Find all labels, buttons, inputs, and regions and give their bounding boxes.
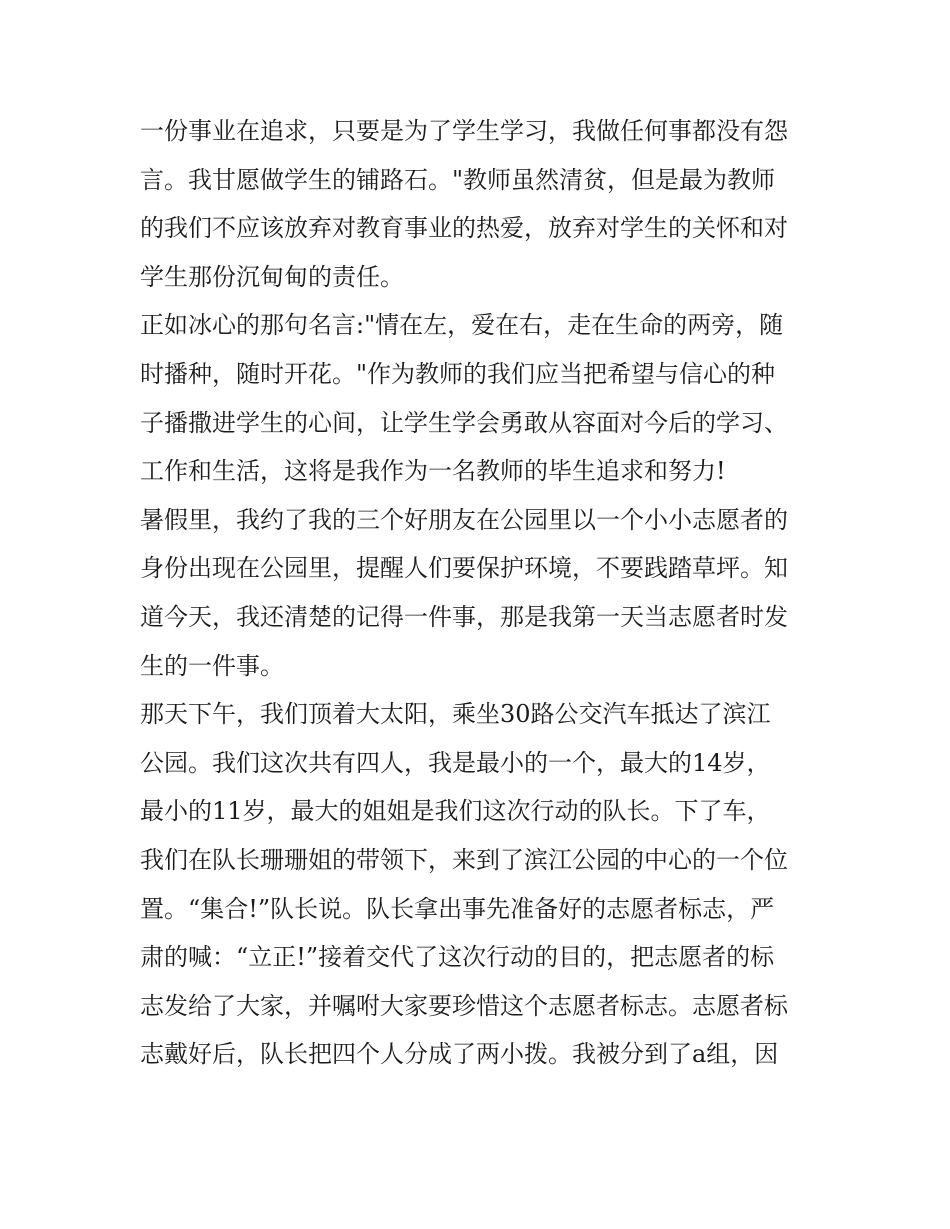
text-line: 子播撒进学生的心间，让学生学会勇敢从容面对今后的学习、 <box>140 408 788 437</box>
text-line: 言。我甘愿做学生的铺路石。"教师虽然清贫，但是最为教师 <box>140 165 776 194</box>
text-line: 时播种，随时开花。"作为教师的我们应当把希望与信心的种 <box>140 359 776 388</box>
text-line: 道今天，我还清楚的记得一件事，那是我第一天当志愿者时发 <box>140 602 788 631</box>
text-line: 身份出现在公园里，提醒人们要保护环境，不要践踏草坪。知 <box>140 554 788 583</box>
text-line: 那天下午，我们顶着大太阳，乘坐30路公交汽车抵达了滨江 <box>140 700 771 729</box>
text-line: 正如冰心的那句名言:"情在左，爱在右，走在生命的两旁，随 <box>140 311 784 340</box>
text-line: 志发给了大家，并嘱咐大家要珍惜这个志愿者标志。志愿者标 <box>140 991 788 1020</box>
text-line: 我们在队长珊珊姐的带领下，来到了滨江公园的中心的一个位 <box>140 845 788 874</box>
text-line: 肃的喊：“立正!”接着交代了这次行动的目的，把志愿者的标 <box>140 943 775 972</box>
text-line: 一份事业在追求，只要是为了学生学习，我做任何事都没有怨 <box>140 117 788 145</box>
text-line: 生的一件事。 <box>140 651 284 680</box>
text-line: 志戴好后，队长把四个人分成了两小拨。我被分到了a组，因 <box>140 1040 779 1069</box>
body-text <box>140 107 820 1079</box>
text-line: 学生那份沉甸甸的责任。 <box>140 262 404 291</box>
text-line: 工作和生活，这将是我作为一名教师的毕生追求和努力! <box>140 457 726 486</box>
text-line: 的我们不应该放弃对教育事业的热爱，放弃对学生的关怀和对 <box>140 214 788 243</box>
text-line: 公园。我们这次共有四人，我是最小的一个，最大的14岁， <box>140 748 771 777</box>
text-line: 暑假里，我约了我的三个好朋友在公园里以一个小小志愿者的 <box>140 505 788 534</box>
text-line: 置。“集合!”队长说。队长拿出事先准备好的志愿者标志，严 <box>140 894 775 923</box>
text-line: 最小的11岁，最大的姐姐是我们这次行动的队长。下了车， <box>140 797 771 826</box>
